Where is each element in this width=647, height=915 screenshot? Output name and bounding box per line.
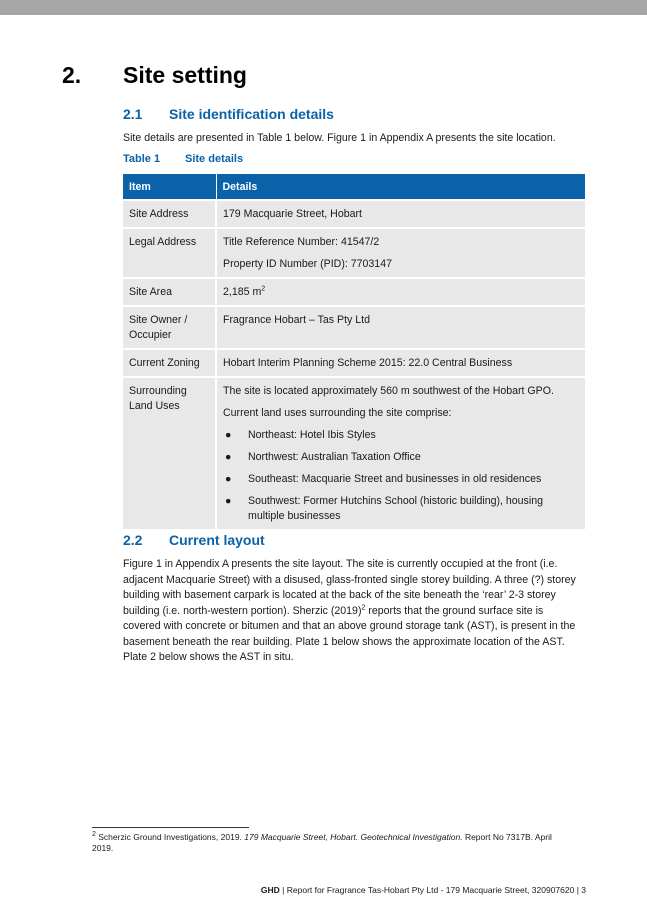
title-reference: Title Reference Number: 41547/2 (223, 236, 380, 248)
footnote-reference: 2 (361, 603, 366, 611)
land-use-text: Northeast: Hotel Ibis Styles (248, 429, 376, 441)
table-row (123, 377, 585, 529)
site-area-value: 2,185 m (223, 286, 262, 298)
row-label: Site Address (123, 200, 216, 228)
row-label-line: Occupier (129, 329, 172, 341)
row-label (123, 377, 216, 529)
table-row (123, 228, 585, 278)
bullet-icon: ● (225, 473, 232, 485)
row-label: Site Area (123, 278, 216, 306)
table-row (123, 349, 585, 377)
row-label-line: Land Uses (129, 400, 180, 412)
table-row (123, 200, 585, 228)
list-item (223, 450, 579, 465)
row-value (216, 278, 585, 306)
list-item (223, 428, 579, 443)
row-label-line: Site Owner / (129, 314, 188, 326)
chapter-title: Site setting (123, 62, 247, 88)
layout-paragraph (123, 557, 583, 666)
land-use-text: Southeast: Macquarie Street and businesses in old residences (248, 473, 542, 485)
paragraph-text: Figure 1 in Appendix A presents the site layout. The site is currently occupied at the front (i.e. adjacent Macquarie Street) with a disused, glass-fronted single storey building. A three (?) storey building with basement carpark is located at the back of the site beneath the ‘rear’ 2-3 storey building (i.e. north-western portion). Sherzic (2019) (123, 558, 576, 617)
paragraph-text: reports that the ground surface site is covered with concrete or bitumen and that an above ground storage tank (AST), is present in the basement beneath the rear building. Plate 1 below shows the approximate location of the AST. Plate 2 below shows the AST in situ. (123, 604, 576, 663)
table-caption-title: Site details (185, 153, 244, 165)
footnote-text: Scherzic Ground Investigations, 2019. (95, 832, 245, 842)
section-number: 2.1 (123, 106, 143, 122)
page-footer (261, 885, 586, 895)
footnote-title: 179 Macquarie Street, Hobart. Geotechnical Investigation. (244, 832, 463, 842)
site-details-table (123, 174, 585, 529)
table-row (123, 306, 585, 349)
footer-text: | Report for Fragrance Tas-Hobart Pty Ltd - 179 Macquarie Street, 320907620 | 3 (279, 885, 586, 895)
row-label-line: Surrounding (129, 385, 187, 397)
chapter-number: 2. (62, 62, 82, 88)
list-item (223, 472, 579, 487)
row-value: Hobart Interim Planning Scheme 2015: 22.0 Central Business (216, 349, 585, 377)
section-title: Site identification details (169, 106, 334, 122)
section-title: Current layout (169, 532, 265, 548)
footer-brand: GHD (260, 885, 280, 895)
section-number: 2.2 (123, 532, 143, 548)
land-use-text: Northwest: Australian Taxation Office (248, 451, 421, 463)
surrounding-location: The site is located approximately 560 m southwest of the Hobart GPO. (223, 385, 554, 397)
header-item: Item (123, 174, 216, 200)
bullet-icon: ● (225, 429, 232, 441)
footnote (92, 832, 572, 854)
table-header-row (123, 174, 585, 200)
top-bar (0, 0, 647, 15)
land-use-text: Southwest: Former Hutchins School (historic building), housing multiple businesses (248, 495, 543, 522)
row-label: Current Zoning (123, 349, 216, 377)
land-use-list (223, 428, 579, 524)
row-value: 179 Macquarie Street, Hobart (216, 200, 585, 228)
footnote-divider (92, 827, 249, 828)
table-caption-number: Table 1 (123, 153, 161, 165)
row-label: Legal Address (123, 228, 216, 278)
row-value: Fragrance Hobart – Tas Pty Ltd (216, 306, 585, 349)
row-value (216, 377, 585, 529)
footnote-text: Report No 7317B. April 2019. (92, 832, 552, 853)
surrounding-intro: Current land uses surrounding the site comprise: (223, 407, 452, 419)
row-label (123, 306, 216, 349)
list-item (223, 494, 579, 524)
table-row (123, 278, 585, 306)
property-id: Property ID Number (PID): 7703147 (223, 258, 392, 270)
footnote-marker: 2 (92, 831, 96, 839)
section-intro: Site details are presented in Table 1 below. Figure 1 in Appendix A presents the site location. (123, 132, 556, 144)
row-value (216, 228, 585, 278)
bullet-icon: ● (225, 495, 232, 507)
area-unit-superscript: 2 (261, 285, 266, 293)
header-details: Details (216, 174, 585, 200)
bullet-icon: ● (225, 451, 232, 463)
